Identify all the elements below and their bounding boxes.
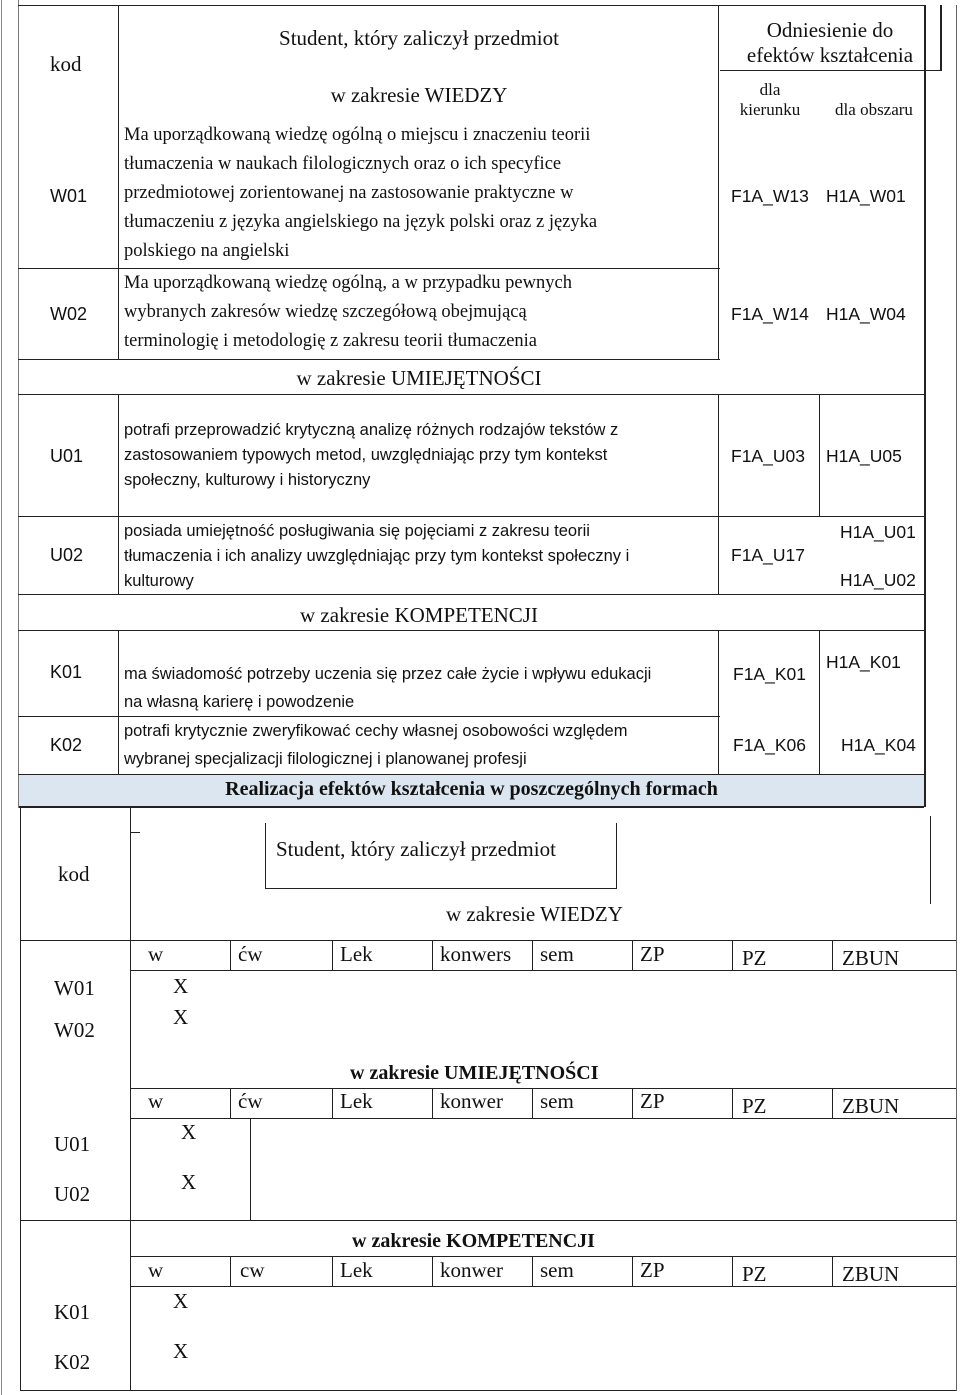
- t2-k-sep: [332, 1256, 333, 1286]
- desc-line: potrafi krytycznie zweryfikować cechy własnej osobowości względem: [124, 722, 628, 740]
- mark-k02-w: X: [173, 1339, 189, 1363]
- col-pz: PZ: [742, 946, 767, 970]
- col-konwers: konwers: [440, 942, 512, 966]
- col-sem: sem: [540, 1258, 574, 1282]
- desc-line: społeczny, kulturowy i historyczny: [124, 471, 371, 489]
- t2-w-sep-h: [130, 970, 956, 971]
- t2-section-kompetencje: w zakresie KOMPETENCJI: [352, 1230, 595, 1252]
- col-zbun: ZBUN: [842, 1094, 900, 1118]
- kierunek-k01: F1A_K01: [733, 664, 806, 684]
- table-top-border: [18, 5, 926, 6]
- row-sep-3: [18, 516, 924, 517]
- mark-w01-w: X: [173, 974, 189, 998]
- col-lek: Lek: [340, 942, 373, 966]
- col-w: w: [148, 942, 164, 966]
- row-sep-5: [18, 630, 924, 631]
- header-under-line: [720, 70, 942, 71]
- obszar-w02: H1A_W04: [826, 304, 906, 324]
- kierunek-w02: F1A_W14: [731, 304, 809, 324]
- t2-section-wiedza: w zakresie WIEDZY: [446, 902, 623, 926]
- desc-u02: [124, 519, 716, 594]
- t2-sep-1: [20, 940, 956, 941]
- t2-w-sep: [332, 940, 333, 970]
- t2-left-border: [20, 808, 21, 1391]
- t2-w-sep: [732, 940, 733, 970]
- t2-k-sep-h: [130, 1286, 956, 1287]
- t2-code-w02: W02: [54, 1018, 95, 1042]
- t2-k-sep: [532, 1256, 533, 1286]
- dla-kierunku-label: [720, 80, 820, 120]
- col-pz: PZ: [742, 1262, 767, 1286]
- col-zp: ZP: [640, 1258, 665, 1282]
- desc-line: posiada umiejętność posługiwania się pojęciami z zakresu teorii: [124, 522, 590, 540]
- desc-line: przedmiotowej zorientowanej na zastosowanie praktyczne w: [124, 183, 574, 203]
- t2-u-sep: [230, 1088, 231, 1118]
- desc-line: wybranej specjalizacji filologicznej i planowanej profesji: [124, 750, 527, 768]
- obszar-u01: H1A_U05: [826, 446, 902, 466]
- dla-kierunku-line1: dla: [759, 80, 781, 99]
- t2-u-sep: [832, 1088, 833, 1118]
- t2-u-sep: [632, 1088, 633, 1118]
- t2-u-sep: [732, 1088, 733, 1118]
- col-zbun: ZBUN: [842, 946, 900, 970]
- footer-title: Realizacja efektów kształcenia w poszczególnych formach: [225, 778, 718, 800]
- section-umiejetnosci-header: w zakresie UMIEJĘTNOŚCI: [296, 366, 542, 390]
- desc-line: Ma uporządkowaną wiedzę ogólną, a w przypadku pewnych: [124, 273, 572, 293]
- kierunek-w01: F1A_W13: [731, 186, 809, 206]
- kierunek-u01: F1A_U03: [731, 446, 805, 466]
- t2-title: Student, który zaliczył przedmiot: [276, 837, 556, 861]
- t2-u-xcol: [250, 1118, 251, 1220]
- t2-code-u02: U02: [54, 1182, 91, 1206]
- desc-w02: [124, 269, 716, 356]
- col-konwer: konwer: [440, 1258, 503, 1282]
- code-u02: U02: [50, 545, 84, 565]
- t2-tick: [130, 832, 140, 833]
- col-cw: ćw: [238, 942, 263, 966]
- t2-w-sep: [832, 940, 833, 970]
- t2-kod-header: kod: [58, 862, 90, 886]
- header-right-border: [940, 5, 942, 70]
- col-sep-code: [118, 5, 119, 359]
- t2-code-u01: U01: [54, 1132, 91, 1156]
- t2-k-sep: [732, 1256, 733, 1286]
- desc-line: polskiego na angielski: [124, 241, 290, 261]
- page-left-border: [1, 0, 2, 1395]
- row-sep-4: [18, 594, 924, 595]
- desc-line: Ma uporządkowaną wiedzę ogólną o miejscu i znaczeniu teorii: [124, 125, 591, 145]
- col-sep-code-u: [118, 394, 119, 594]
- t2-w-sep: [432, 940, 433, 970]
- desc-line: tłumaczeniu z języka angielskiego na język polski oraz z języka: [124, 212, 598, 232]
- col-konwer: konwer: [440, 1089, 503, 1113]
- mark-u01-w: X: [181, 1120, 197, 1144]
- col-zbun: ZBUN: [842, 1262, 900, 1286]
- code-k02: K02: [50, 735, 83, 755]
- row-sep-1: [18, 359, 720, 360]
- table-right-border: [924, 5, 926, 807]
- row-sep-2: [18, 394, 924, 395]
- table-title: Student, który zaliczył przedmiot: [279, 26, 559, 50]
- t2-bottom-border: [20, 1390, 956, 1391]
- t2-w-sep: [532, 940, 533, 970]
- code-u01: U01: [50, 446, 84, 466]
- obszar-u02-2: H1A_U02: [840, 570, 916, 590]
- col-sem: sem: [540, 942, 574, 966]
- t2-code-k02: K02: [54, 1350, 91, 1374]
- t2-u-sep: [532, 1088, 533, 1118]
- desc-line: ma świadomość potrzeby uczenia się przez całe życie i wpływu edukacji: [124, 665, 652, 683]
- kierunek-k02: F1A_K06: [733, 735, 806, 755]
- desc-line: tłumaczenia i ich analizy uwzględniając przy tym kontekst społeczny i: [124, 547, 630, 565]
- obszar-w01: H1A_W01: [826, 186, 906, 206]
- t2-k-sep: [230, 1256, 231, 1286]
- desc-line: zastosowaniem typowych metod, uwzględniając przy tym kontekst: [124, 446, 608, 464]
- col-sep-kier-u01: [819, 394, 820, 516]
- odniesienie-label: Odniesienie do: [766, 18, 894, 42]
- col-zp: ZP: [640, 1089, 665, 1113]
- col-cw: cw: [240, 1258, 265, 1282]
- desc-k02: [124, 717, 720, 773]
- desc-line: wybranych zakresów wiedzę szczegółową obejmującą: [124, 302, 527, 322]
- col-sep-kier-k: [819, 630, 820, 774]
- col-lek: Lek: [340, 1089, 373, 1113]
- col-zp: ZP: [640, 942, 665, 966]
- t2-sep-2: [20, 1220, 956, 1221]
- t2-w-sep: [230, 940, 231, 970]
- mark-k01-w: X: [173, 1289, 189, 1313]
- desc-line: tłumaczenia w naukach filologicznych oraz o ich specyfice: [124, 154, 562, 174]
- dla-kierunku-line2: kierunku: [739, 100, 801, 119]
- t2-k-sep: [632, 1256, 633, 1286]
- kod-header: kod: [50, 52, 82, 76]
- t2-u-sep: [432, 1088, 433, 1118]
- t2-right-box: [930, 816, 957, 904]
- desc-line: terminologię i metodologię z zakresu teorii tłumaczenia: [124, 331, 538, 351]
- mark-w02-w: X: [173, 1005, 189, 1029]
- col-sep-code-k: [118, 630, 119, 774]
- desc-w01: [124, 121, 716, 266]
- code-k01: K01: [50, 662, 83, 682]
- desc-line: kulturowy: [124, 572, 194, 590]
- desc-line: potrafi przeprowadzić krytyczną analizę różnych rodzajów tekstów z: [124, 421, 619, 439]
- t2-code-w01: W01: [54, 976, 95, 1000]
- col-w: w: [148, 1089, 164, 1113]
- t2-u-sep-h: [130, 1118, 956, 1119]
- col-sep-desc: [718, 5, 719, 359]
- section-kompetencje-header: w zakresie KOMPETENCJI: [300, 603, 538, 627]
- col-w: w: [148, 1258, 164, 1282]
- t2-right-border: [956, 5, 957, 1391]
- col-lek: Lek: [340, 1258, 373, 1282]
- obszar-k01: H1A_K01: [826, 652, 901, 672]
- frame-inner-left: [18, 0, 19, 808]
- code-w02: W02: [50, 304, 88, 324]
- col-sem: sem: [540, 1089, 574, 1113]
- t2-title-box: [265, 823, 617, 889]
- desc-k01: [124, 660, 720, 716]
- code-w01: W01: [50, 186, 88, 206]
- t2-u-sep: [332, 1088, 333, 1118]
- efektow-label: efektów kształcenia: [746, 43, 914, 67]
- col-sep-desc-u: [718, 394, 719, 594]
- col-pz: PZ: [742, 1094, 767, 1118]
- desc-u01: [124, 418, 716, 493]
- t2-code-k01: K01: [54, 1300, 91, 1324]
- col-cw: ćw: [238, 1089, 263, 1113]
- t2-k-sep: [432, 1256, 433, 1286]
- t2-w-sep: [632, 940, 633, 970]
- dla-obszaru-label: dla obszaru: [835, 100, 913, 119]
- t2-section-umiejetnosci: w zakresie UMIEJĘTNOŚCI: [350, 1062, 599, 1084]
- section-wiedza-header: w zakresie WIEDZY: [330, 83, 508, 107]
- t2-k-sep: [832, 1256, 833, 1286]
- desc-line: na własną karierę i powodzenie: [124, 693, 355, 711]
- kierunek-u02: F1A_U17: [731, 545, 805, 565]
- obszar-u02-1: H1A_U01: [840, 522, 916, 542]
- mark-u02-w: X: [181, 1170, 197, 1194]
- t2-code-sep: [130, 808, 131, 1391]
- obszar-k02: H1A_K04: [841, 735, 916, 755]
